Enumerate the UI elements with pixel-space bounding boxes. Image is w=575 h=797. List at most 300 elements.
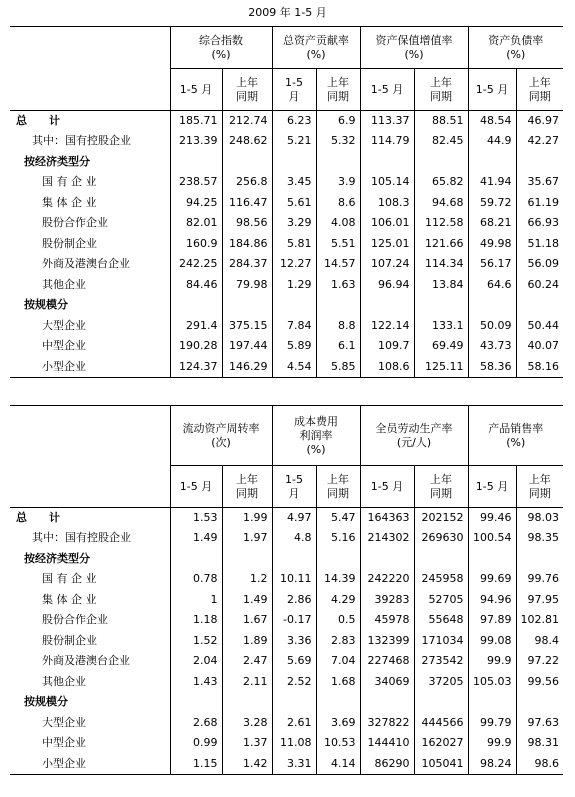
data-cell: 284.37 xyxy=(222,254,272,275)
data-cell: 1.43 xyxy=(170,672,222,693)
data-cell: 6.23 xyxy=(272,111,316,132)
row-label: 股份合作企业 xyxy=(10,213,170,234)
data-cell: 58.36 xyxy=(468,357,516,378)
subheader-current: 1-5 月 xyxy=(360,466,414,508)
data-cell xyxy=(272,295,316,316)
group-title: 资产负债率 xyxy=(488,33,544,47)
data-cell: 97.95 xyxy=(527,592,559,606)
row-label: 股份制企业 xyxy=(10,631,170,652)
data-cell: 68.21 xyxy=(468,213,516,234)
data-cell: 184.86 xyxy=(222,234,272,255)
header-sales-rate xyxy=(468,406,563,466)
data-cell: 125.11 xyxy=(414,357,468,378)
row-label: 中型企业 xyxy=(10,336,170,357)
row-label: 其他企业 xyxy=(10,275,170,296)
group-title: 利润率 xyxy=(299,428,333,442)
subheader-current: 1-5 月 xyxy=(468,466,516,508)
data-cell: 1.89 xyxy=(222,631,272,652)
subheader-prior: 上年 同期 xyxy=(528,472,551,500)
data-cell xyxy=(468,295,516,316)
data-cell: 43.73 xyxy=(468,336,516,357)
stats-table-profitability xyxy=(10,26,563,378)
data-cell: 212.74 xyxy=(222,111,272,132)
data-cell: 46.97 xyxy=(527,114,559,127)
data-cell: 49.98 xyxy=(468,234,516,255)
data-cell: 98.35 xyxy=(527,531,559,545)
group-unit: (%) xyxy=(211,47,231,61)
data-cell: 98.03 xyxy=(527,511,559,524)
subheader-current: 1-5 月 xyxy=(272,69,316,111)
data-cell xyxy=(468,549,516,570)
group-unit: (%) xyxy=(404,47,424,61)
subheader-current: 1-5 月 xyxy=(468,69,516,111)
data-cell: -0.17 xyxy=(272,610,316,631)
data-cell xyxy=(360,295,414,316)
data-cell: 3.9 xyxy=(316,172,360,193)
data-cell: 1.67 xyxy=(222,610,272,631)
data-cell: 98.56 xyxy=(222,213,272,234)
data-cell: 291.4 xyxy=(170,316,222,337)
data-cell: 100.54 xyxy=(468,528,516,549)
group-unit: (元/人) xyxy=(396,435,432,449)
header-labor-productivity xyxy=(360,406,468,466)
data-cell: 1.52 xyxy=(170,631,222,652)
data-cell: 0.78 xyxy=(170,569,222,590)
data-cell: 60.24 xyxy=(527,277,559,291)
data-cell: 5.69 xyxy=(272,651,316,672)
data-cell: 56.17 xyxy=(468,254,516,275)
row-label: 其中：国有控股企业 xyxy=(10,131,170,152)
data-cell: 7.04 xyxy=(316,651,360,672)
group-title: 成本费用 xyxy=(294,414,338,428)
row-label: 国 有 企 业 xyxy=(10,569,170,590)
data-cell: 2.61 xyxy=(272,713,316,734)
data-cell: 3.69 xyxy=(316,713,360,734)
subheader-prior: 上年 同期 xyxy=(528,75,551,103)
data-cell: 242.25 xyxy=(170,254,222,275)
data-cell: 144410 xyxy=(360,733,414,754)
data-cell: 171034 xyxy=(414,631,468,652)
data-cell: 4.97 xyxy=(272,508,316,529)
data-cell: 5.47 xyxy=(316,508,360,529)
data-cell: 98.24 xyxy=(468,754,516,775)
data-cell: 50.09 xyxy=(468,316,516,337)
group-title: 产品销售率 xyxy=(488,421,544,435)
data-cell: 41.94 xyxy=(468,172,516,193)
data-cell xyxy=(316,295,360,316)
row-label: 按规模分 xyxy=(10,295,170,316)
data-cell: 98.31 xyxy=(527,736,559,750)
data-cell: 5.89 xyxy=(272,336,316,357)
data-cell: 45978 xyxy=(360,610,414,631)
data-cell xyxy=(222,295,272,316)
table-row xyxy=(10,275,563,296)
row-label: 总 计 xyxy=(10,508,170,529)
data-cell: 8.6 xyxy=(316,193,360,214)
data-cell: 1.63 xyxy=(316,275,360,296)
data-cell: 44.9 xyxy=(468,131,516,152)
data-cell: 99.76 xyxy=(527,572,559,586)
group-unit: (%) xyxy=(506,435,526,449)
data-cell xyxy=(170,152,222,173)
table-row xyxy=(10,336,563,357)
data-cell xyxy=(170,692,222,713)
subheader-current: 1-5 月 xyxy=(170,69,222,111)
data-cell: 164363 xyxy=(360,508,414,529)
row-label: 总 计 xyxy=(10,111,170,132)
data-cell: 108.6 xyxy=(360,357,414,378)
data-cell: 79.98 xyxy=(222,275,272,296)
subheader-prior: 上年 同期 xyxy=(316,466,360,508)
data-cell xyxy=(414,549,468,570)
data-cell: 7.84 xyxy=(272,316,316,337)
header-debt-ratio xyxy=(468,27,563,69)
data-cell: 3.36 xyxy=(272,631,316,652)
data-cell: 13.84 xyxy=(414,275,468,296)
table-row xyxy=(10,357,563,378)
data-cell xyxy=(170,295,222,316)
table-row xyxy=(10,692,563,713)
table-row xyxy=(10,610,563,631)
table-body xyxy=(10,111,563,378)
data-cell: 444566 xyxy=(414,713,468,734)
table-row xyxy=(10,295,563,316)
data-cell: 108.3 xyxy=(360,193,414,214)
data-cell: 248.62 xyxy=(222,131,272,152)
row-label: 小型企业 xyxy=(10,357,170,378)
data-cell: 5.85 xyxy=(316,357,360,378)
data-cell: 162027 xyxy=(414,733,468,754)
data-cell xyxy=(360,692,414,713)
data-cell: 227468 xyxy=(360,651,414,672)
data-cell: 1.29 xyxy=(272,275,316,296)
data-cell: 51.18 xyxy=(527,236,559,250)
data-cell: 99.56 xyxy=(527,674,559,688)
data-cell: 245958 xyxy=(414,569,468,590)
data-cell: 132399 xyxy=(360,631,414,652)
row-label: 集 体 企 业 xyxy=(10,590,170,611)
group-unit: (%) xyxy=(306,47,326,61)
data-cell: 185.71 xyxy=(170,111,222,132)
data-cell: 6.1 xyxy=(316,336,360,357)
data-cell: 99.9 xyxy=(468,733,516,754)
row-label: 小型企业 xyxy=(10,754,170,775)
data-cell: 4.8 xyxy=(272,528,316,549)
data-cell: 5.21 xyxy=(272,131,316,152)
table-row xyxy=(10,651,563,672)
data-cell: 2.68 xyxy=(170,713,222,734)
data-cell xyxy=(272,692,316,713)
data-cell: 98.4 xyxy=(534,633,559,647)
data-cell: 99.46 xyxy=(468,508,516,529)
data-cell: 5.51 xyxy=(316,234,360,255)
table-caption: 2009 年 1-5 月 xyxy=(248,6,327,19)
data-cell: 125.01 xyxy=(360,234,414,255)
data-cell: 11.08 xyxy=(272,733,316,754)
data-cell: 1.49 xyxy=(222,590,272,611)
data-cell: 0.5 xyxy=(316,610,360,631)
data-cell: 86290 xyxy=(360,754,414,775)
header-row xyxy=(10,27,563,69)
data-cell xyxy=(516,549,563,570)
data-cell: 50.44 xyxy=(527,318,559,332)
data-cell: 238.57 xyxy=(170,172,222,193)
table-row xyxy=(10,672,563,693)
row-label: 中型企业 xyxy=(10,733,170,754)
group-title: 流动资产周转率 xyxy=(182,421,260,435)
data-cell: 197.44 xyxy=(222,336,272,357)
data-cell: 105.03 xyxy=(468,672,516,693)
data-cell: 113.37 xyxy=(360,111,414,132)
data-cell: 116.47 xyxy=(222,193,272,214)
table-row xyxy=(10,713,563,734)
header-row xyxy=(10,406,563,466)
data-cell: 2.86 xyxy=(272,590,316,611)
data-cell: 97.89 xyxy=(468,610,516,631)
data-cell: 5.32 xyxy=(316,131,360,152)
data-cell: 58.16 xyxy=(527,359,559,373)
data-cell: 109.7 xyxy=(360,336,414,357)
data-cell: 269630 xyxy=(414,528,468,549)
data-cell: 1.53 xyxy=(170,508,222,529)
data-cell: 97.22 xyxy=(527,654,559,668)
data-cell xyxy=(222,549,272,570)
table-row xyxy=(10,193,563,214)
data-cell xyxy=(316,152,360,173)
table-row xyxy=(10,590,563,611)
data-cell: 3.31 xyxy=(272,754,316,775)
group-unit: (%) xyxy=(506,47,526,61)
data-cell: 1.49 xyxy=(170,528,222,549)
row-label: 外商及港澳台企业 xyxy=(10,254,170,275)
subheader-prior: 上年 同期 xyxy=(414,69,468,111)
data-cell xyxy=(468,152,516,173)
header-corner xyxy=(10,406,170,508)
data-cell xyxy=(316,549,360,570)
data-cell: 106.01 xyxy=(360,213,414,234)
data-cell xyxy=(272,549,316,570)
table-row xyxy=(10,733,563,754)
data-cell: 99.9 xyxy=(468,651,516,672)
data-cell: 0.99 xyxy=(170,733,222,754)
data-cell xyxy=(516,295,563,316)
data-cell: 40.07 xyxy=(527,339,559,353)
subheader-prior: 上年 同期 xyxy=(222,466,272,508)
row-label: 按经济类型分 xyxy=(10,549,170,570)
data-cell xyxy=(222,152,272,173)
data-cell: 42.27 xyxy=(527,134,559,148)
data-cell xyxy=(414,295,468,316)
data-cell: 82.01 xyxy=(170,213,222,234)
data-cell: 1.97 xyxy=(222,528,272,549)
data-cell: 1.18 xyxy=(170,610,222,631)
data-cell: 34069 xyxy=(360,672,414,693)
row-label: 大型企业 xyxy=(10,316,170,337)
data-cell: 3.28 xyxy=(222,713,272,734)
header-cost-profit-rate xyxy=(272,406,360,466)
row-label: 股份制企业 xyxy=(10,234,170,255)
data-cell: 56.09 xyxy=(527,257,559,271)
row-label: 按规模分 xyxy=(10,692,170,713)
data-cell: 213.39 xyxy=(170,131,222,152)
table-row xyxy=(10,316,563,337)
data-cell: 1.99 xyxy=(222,508,272,529)
data-cell: 97.63 xyxy=(527,715,559,729)
table-row xyxy=(10,254,563,275)
row-label: 股份合作企业 xyxy=(10,610,170,631)
data-cell: 48.54 xyxy=(468,111,516,132)
header-asset-preservation xyxy=(360,27,468,69)
table-body xyxy=(10,508,563,775)
data-cell: 160.9 xyxy=(170,234,222,255)
data-cell xyxy=(316,692,360,713)
data-cell: 4.14 xyxy=(316,754,360,775)
group-title: 全员劳动生产率 xyxy=(375,421,453,435)
row-label: 其他企业 xyxy=(10,672,170,693)
data-cell: 1.37 xyxy=(222,733,272,754)
data-cell: 112.58 xyxy=(414,213,468,234)
data-cell xyxy=(414,692,468,713)
data-cell: 114.34 xyxy=(414,254,468,275)
data-cell: 242220 xyxy=(360,569,414,590)
data-cell: 3.45 xyxy=(272,172,316,193)
data-cell: 94.25 xyxy=(170,193,222,214)
data-cell: 84.46 xyxy=(170,275,222,296)
data-cell: 94.96 xyxy=(468,590,516,611)
row-label: 其中：国有控股企业 xyxy=(10,528,170,549)
data-cell: 59.72 xyxy=(468,193,516,214)
data-cell: 1.2 xyxy=(222,569,272,590)
data-cell: 99.08 xyxy=(468,631,516,652)
data-cell: 64.6 xyxy=(468,275,516,296)
row-label: 集 体 企 业 xyxy=(10,193,170,214)
data-cell: 375.15 xyxy=(222,316,272,337)
data-cell xyxy=(170,549,222,570)
subheader-prior: 上年 同期 xyxy=(316,69,360,111)
data-cell: 256.8 xyxy=(222,172,272,193)
data-cell: 82.45 xyxy=(414,131,468,152)
header-composite-index xyxy=(170,27,272,69)
data-cell: 214302 xyxy=(360,528,414,549)
data-cell xyxy=(360,152,414,173)
data-cell xyxy=(360,549,414,570)
data-cell: 10.53 xyxy=(316,733,360,754)
table-row xyxy=(10,528,563,549)
data-cell: 61.19 xyxy=(527,195,559,209)
data-cell: 1 xyxy=(170,590,222,611)
data-cell: 94.68 xyxy=(414,193,468,214)
data-cell: 4.08 xyxy=(316,213,360,234)
data-cell: 4.29 xyxy=(316,590,360,611)
data-cell: 99.69 xyxy=(468,569,516,590)
data-cell: 69.49 xyxy=(414,336,468,357)
data-cell: 105041 xyxy=(414,754,468,775)
table-row xyxy=(10,234,563,255)
group-title: 综合指数 xyxy=(199,33,243,47)
data-cell: 190.28 xyxy=(170,336,222,357)
header-asset-contribution xyxy=(272,27,360,69)
data-cell: 98.6 xyxy=(534,756,559,770)
table-row xyxy=(10,152,563,173)
data-cell: 102.81 xyxy=(520,613,559,627)
data-cell: 2.04 xyxy=(170,651,222,672)
data-cell: 2.11 xyxy=(222,672,272,693)
data-cell: 8.8 xyxy=(316,316,360,337)
subheader-prior: 上年 同期 xyxy=(222,69,272,111)
data-cell: 107.24 xyxy=(360,254,414,275)
group-unit: (次) xyxy=(211,435,231,449)
row-label: 按经济类型分 xyxy=(10,152,170,173)
group-unit: (%) xyxy=(306,442,326,456)
header-current-asset-turnover xyxy=(170,406,272,466)
data-cell: 1.42 xyxy=(222,754,272,775)
data-cell: 14.39 xyxy=(316,569,360,590)
table-row xyxy=(10,111,563,132)
row-label: 外商及港澳台企业 xyxy=(10,651,170,672)
table-row xyxy=(10,213,563,234)
data-cell: 12.27 xyxy=(272,254,316,275)
data-cell: 66.93 xyxy=(527,216,559,230)
data-cell: 133.1 xyxy=(414,316,468,337)
data-cell: 5.81 xyxy=(272,234,316,255)
table-row xyxy=(10,131,563,152)
data-cell: 3.29 xyxy=(272,213,316,234)
data-cell: 105.14 xyxy=(360,172,414,193)
table-row xyxy=(10,172,563,193)
subheader-prior: 上年 同期 xyxy=(414,466,468,508)
stats-table-efficiency xyxy=(10,405,563,775)
data-cell: 39283 xyxy=(360,590,414,611)
data-cell: 99.79 xyxy=(468,713,516,734)
data-cell: 124.37 xyxy=(170,357,222,378)
data-cell: 88.51 xyxy=(414,111,468,132)
data-cell: 2.83 xyxy=(316,631,360,652)
data-cell: 5.61 xyxy=(272,193,316,214)
data-cell: 52705 xyxy=(414,590,468,611)
data-cell xyxy=(516,152,563,173)
data-cell: 10.11 xyxy=(272,569,316,590)
data-cell: 2.47 xyxy=(222,651,272,672)
subheader-current: 1-5 月 xyxy=(170,466,222,508)
data-cell: 327822 xyxy=(360,713,414,734)
data-cell: 114.79 xyxy=(360,131,414,152)
data-cell xyxy=(272,152,316,173)
subheader-current: 1-5 月 xyxy=(272,466,316,508)
data-cell: 146.29 xyxy=(222,357,272,378)
table-row xyxy=(10,631,563,652)
data-cell: 96.94 xyxy=(360,275,414,296)
data-cell: 122.14 xyxy=(360,316,414,337)
data-cell: 121.66 xyxy=(414,234,468,255)
data-cell: 14.57 xyxy=(316,254,360,275)
row-label: 国 有 企 业 xyxy=(10,172,170,193)
data-cell: 1.15 xyxy=(170,754,222,775)
subheader-current: 1-5 月 xyxy=(360,69,414,111)
data-cell: 4.54 xyxy=(272,357,316,378)
row-label: 大型企业 xyxy=(10,713,170,734)
data-cell: 35.67 xyxy=(527,175,559,189)
data-cell xyxy=(414,152,468,173)
table-row xyxy=(10,549,563,570)
header-corner xyxy=(10,27,170,111)
data-cell: 6.9 xyxy=(316,111,360,132)
group-title: 资产保值增值率 xyxy=(375,33,453,47)
data-cell: 65.82 xyxy=(414,172,468,193)
data-cell xyxy=(516,692,563,713)
data-cell: 202152 xyxy=(414,508,468,529)
data-cell: 2.52 xyxy=(272,672,316,693)
data-cell xyxy=(468,692,516,713)
